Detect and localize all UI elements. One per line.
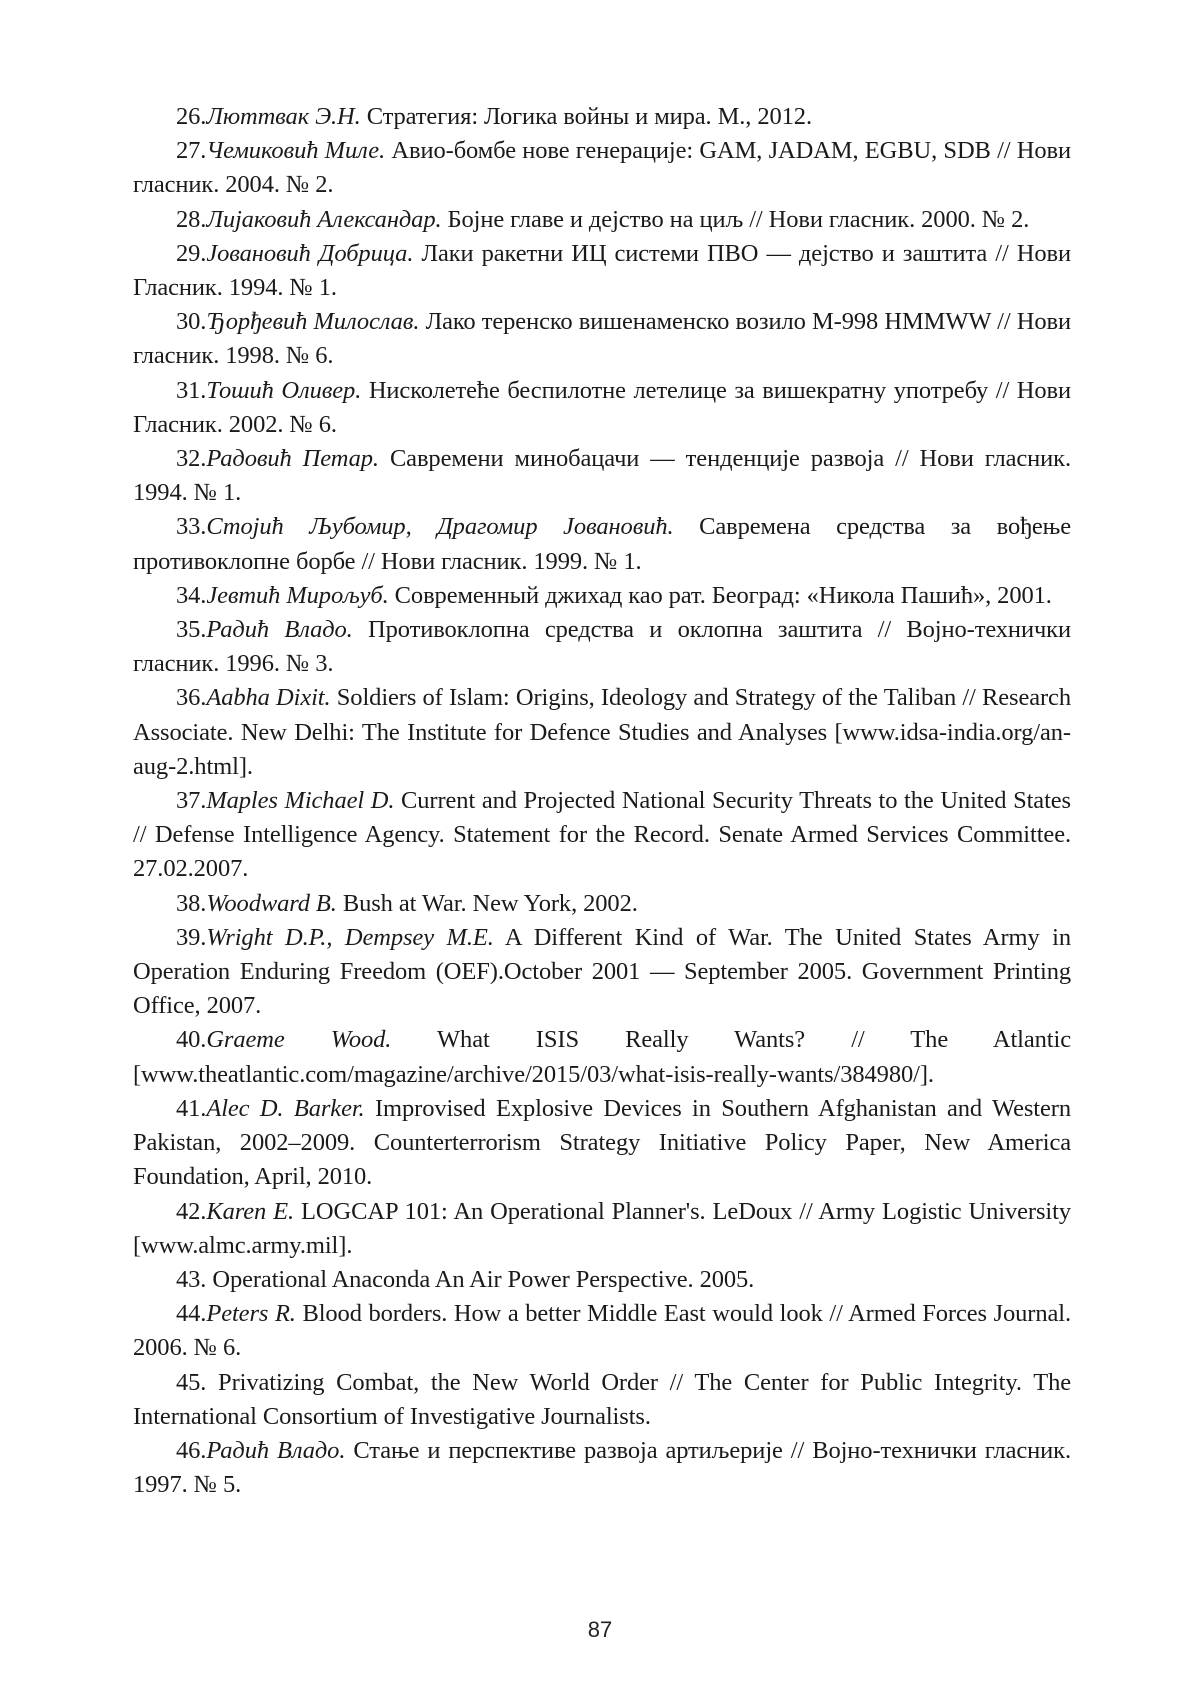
reference-entry <box>133 681 1071 784</box>
reference-number: 28. <box>176 205 207 233</box>
reference-text: A Different Kind of War. The United States Army in Operation Enduring Freedom (OEF).October 2001 — September 2005. Government Printing Office, 2007. <box>133 923 1071 1020</box>
reference-entry <box>133 1366 1071 1434</box>
reference-number: 26. <box>176 103 207 130</box>
reference-entry <box>133 374 1071 442</box>
reference-text: Лако теренско вишенаменско возило М-998 HMMWW // Нови гласник. 1998. № 6. <box>133 308 1071 370</box>
reference-author: Стојић Љубомир, Драгомир Јовановић. <box>206 513 674 541</box>
reference-text: Стратегия: Логика войны и мира. М., 2012. <box>360 103 812 130</box>
reference-text: Авио-бомбе нове генерације: GAM, JADAM, EGBU, SDB // Нови гласник. 2004. № 2. <box>133 137 1071 199</box>
reference-text: Current and Projected National Security Threats to the United States // Defense Intelligence Agency. Statement for the Record. Senate Armed Services Committee. 27.02.2007. <box>133 787 1071 883</box>
reference-number: 40. <box>176 1026 207 1054</box>
reference-text: Савремени минобацачи — тенденције развоја // Нови гласник. 1994. № 1. <box>133 445 1071 507</box>
reference-author: Люттвак Э.Н. <box>206 103 361 130</box>
reference-author: Wright D.P., Dempsey M.E. <box>206 923 494 951</box>
reference-author: Радовић Петар. <box>206 445 379 473</box>
reference-text: Improvised Explosive Devices in Southern Afghanistan and Western Pakistan, 2002–2009. Counterterrorism Strategy Initiative Policy Paper, New America Foundation, April, 2010. <box>133 1094 1071 1191</box>
reference-number: 46. <box>176 1436 207 1464</box>
reference-author: Чемиковић Миле. <box>206 137 386 165</box>
reference-author: Karen E. <box>206 1197 295 1225</box>
reference-number: 38. <box>176 889 207 917</box>
reference-author: Лијаковић Александар. <box>206 205 442 233</box>
reference-entry <box>133 1195 1071 1263</box>
reference-entry <box>133 1434 1071 1502</box>
reference-entry <box>133 305 1071 373</box>
reference-entry <box>133 237 1071 305</box>
reference-text: Современный джихад као рат. Београд: «Никола Пашић», 2001. <box>388 581 1052 609</box>
reference-author: Радић Владо. <box>206 616 353 644</box>
reference-number: 30. <box>176 308 207 336</box>
reference-entry <box>133 442 1071 510</box>
reference-entry <box>133 1297 1071 1365</box>
reference-list <box>133 100 1071 1502</box>
reference-author: Тошић Оливер. <box>206 376 362 404</box>
reference-text: Бојне главе и дејство на циљ // Нови гласник. 2000. № 2. <box>441 205 1030 233</box>
page-number: 87 <box>587 1617 613 1642</box>
reference-text: Лаки ракетни ИЦ системи ПВО — дејство и заштита // Нови Гласник. 1994. № 1. <box>133 239 1072 302</box>
reference-text: Стање и перспективе развоја артиљерије // Војно-технички гласник. 1997. № 5. <box>133 1436 1072 1499</box>
reference-number: 42. <box>176 1197 207 1225</box>
reference-text: Operational Anaconda An Air Power Perspective. 2005. <box>206 1265 755 1293</box>
reference-number: 32. <box>176 445 207 473</box>
reference-number: 43. <box>176 1265 207 1293</box>
reference-number: 39. <box>176 923 207 951</box>
reference-number: 33. <box>176 513 207 541</box>
reference-number: 37. <box>176 787 207 815</box>
reference-entry <box>133 579 1071 613</box>
reference-number: 45. <box>176 1368 207 1396</box>
reference-number: 44. <box>176 1300 207 1328</box>
reference-entry <box>133 510 1071 578</box>
reference-text: Blood borders. How a better Middle East would look // Armed Forces Journal. 2006. № 6. <box>133 1300 1072 1362</box>
reference-text: Privatizing Combat, the New World Order // The Center for Public Integrity. The International Consortium of Investigative Journalists. <box>133 1368 1071 1430</box>
reference-number: 36. <box>176 684 207 712</box>
reference-text: Савремена средства за вођење противоклопне борбе // Нови гласник. 1999. № 1. <box>133 513 1071 575</box>
reference-entry <box>133 613 1071 681</box>
reference-number: 35. <box>176 616 207 644</box>
reference-text: Противоклопна средства и оклопна заштита // Војно-технички гласник. 1996. № 3. <box>133 616 1071 678</box>
reference-author: Woodward B. <box>206 889 337 917</box>
reference-author: Радић Владо. <box>206 1436 346 1464</box>
reference-author: Ђорђевић Милослав. <box>206 308 420 336</box>
reference-entry <box>133 1092 1071 1195</box>
reference-author: Peters R. <box>206 1300 296 1328</box>
reference-entry <box>133 887 1071 921</box>
reference-author: Graeme Wood. <box>206 1026 392 1054</box>
reference-text: What ISIS Really Wants? // The Atlantic [www.theatlantic.com/magazine/archive/2015/03/what-isis-really-wants/384980/]. <box>133 1026 1071 1088</box>
reference-entry <box>133 921 1071 1024</box>
reference-entry <box>133 100 1071 134</box>
reference-entry <box>133 1023 1071 1091</box>
reference-text: LOGCAP 101: An Operational Planner's. LeDoux // Army Logistic University [www.almc.army.mil]. <box>133 1197 1071 1259</box>
reference-author: Јовановић Добрица. <box>206 239 414 267</box>
reference-entry <box>133 134 1071 202</box>
reference-number: 34. <box>176 581 207 609</box>
reference-number: 41. <box>176 1094 207 1122</box>
reference-number: 27. <box>176 137 207 165</box>
reference-entry <box>133 784 1071 887</box>
reference-author: Јевтић Мирољуб. <box>206 581 389 609</box>
reference-text: Soldiers of Islam: Origins, Ideology and Strategy of the Taliban // Research Associate. New Delhi: The Institute for Defence Studies and Analyses [www.idsa-india.org/an-aug-2.html]. <box>133 684 1071 780</box>
reference-author: Alec D. Barker. <box>206 1094 365 1122</box>
reference-text: Bush at War. New York, 2002. <box>336 889 638 917</box>
reference-entry <box>133 1263 1071 1297</box>
reference-number: 31. <box>176 376 207 404</box>
reference-author: Maples Michael D. <box>206 787 395 815</box>
reference-text: Нисколетеће беспилотне летелице за вишекратну употребу // Нови Гласник. 2002. № 6. <box>133 376 1071 438</box>
reference-entry <box>133 203 1071 237</box>
reference-number: 29. <box>176 239 207 267</box>
reference-author: Aabha Dixit. <box>206 684 331 712</box>
